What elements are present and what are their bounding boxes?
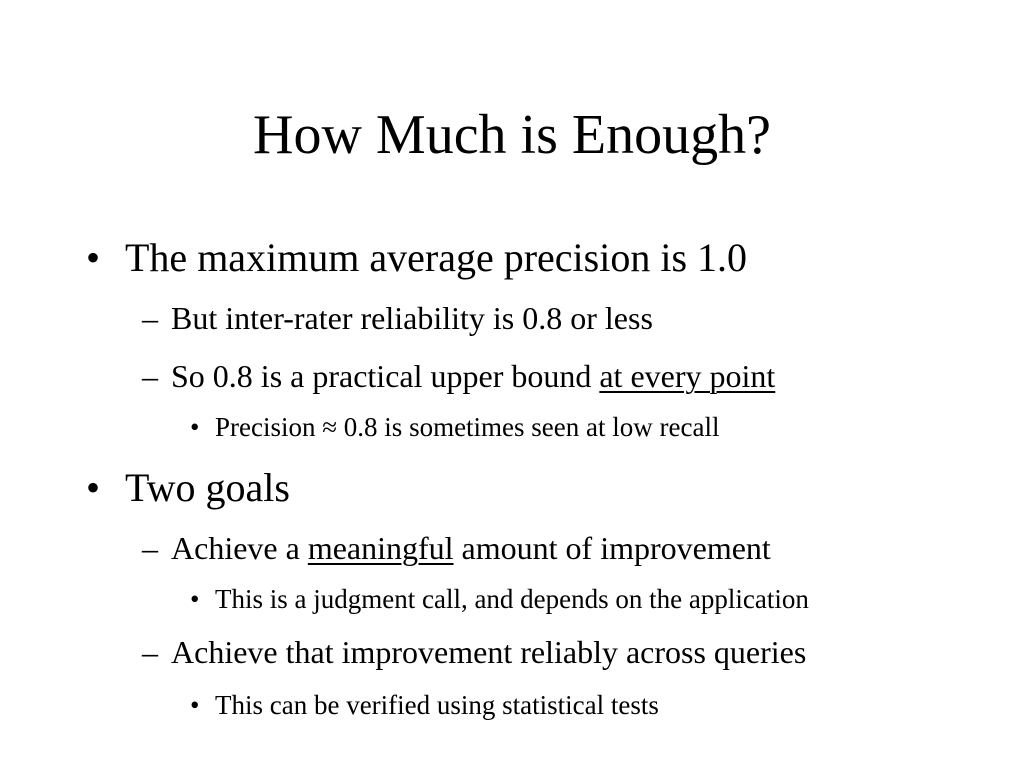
sub-bullet-text (171, 528, 771, 568)
slide-title: How Much is Enough? (253, 104, 771, 166)
small-bullet-marker: • (190, 584, 200, 614)
bullet-marker: • (86, 465, 101, 510)
sub-bullet-text-plain: amount of improvement (453, 530, 771, 566)
dash-marker: – (142, 358, 158, 394)
sub-sub-bullet-text: Precision ≈ 0.8 is sometimes seen at low recall (215, 412, 720, 442)
underlined-phrase: at every point (599, 358, 776, 394)
dash-marker: – (142, 634, 158, 670)
small-bullet-marker: • (190, 412, 200, 442)
small-bullet-marker: • (190, 690, 200, 720)
dash-marker: – (142, 530, 158, 566)
underlined-phrase: meaningful (307, 530, 454, 566)
sub-bullet-text: Achieve that improvement reliably across queries (171, 634, 807, 670)
bullet-marker: • (86, 235, 101, 280)
dash-marker: – (142, 300, 158, 336)
sub-bullet-text: But inter-rater reliability is 0.8 or less (171, 300, 653, 336)
bullet-text: The maximum average precision is 1.0 (125, 235, 748, 280)
sub-bullet-text-plain: Achieve a (171, 530, 308, 566)
sub-bullet-text-plain: So 0.8 is a practical upper bound (171, 358, 600, 394)
sub-sub-bullet-text: This can be verified using statistical tests (215, 690, 659, 720)
sub-sub-bullet-text: This is a judgment call, and depends on the application (215, 584, 809, 614)
bullet-text: Two goals (125, 465, 290, 510)
sub-bullet-text (171, 356, 775, 396)
